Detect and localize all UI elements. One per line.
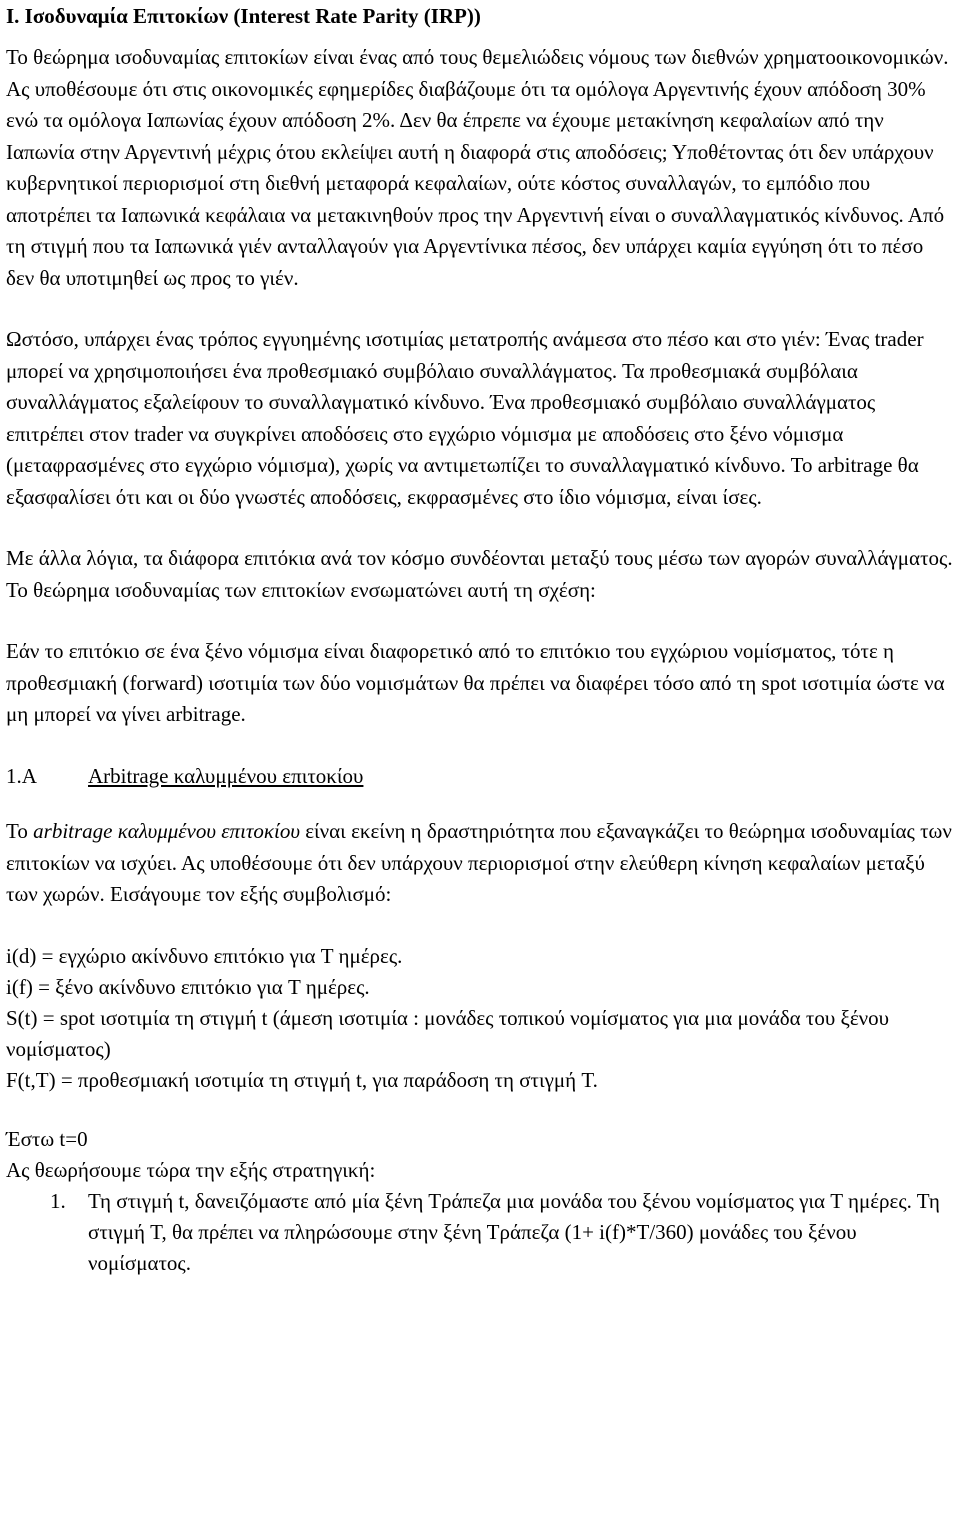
p5-italic-term: arbitrage καλυμμένου επιτοκίου (33, 819, 300, 843)
document-page (6, 2, 956, 1279)
paragraph-covered-arbitrage (6, 816, 956, 911)
strategy-block (6, 1124, 956, 1279)
notation-id: i(d) = εγχώριο ακίνδυνο επιτόκιο για T ημέρες. (6, 943, 403, 968)
paragraph-irp-statement: Εάν το επιτόκιο σε ένα ξένο νόμισμα είναι διαφορετικό από το επιτόκιο του εγχώριου νομίσματος, τότε η προθεσμιακή (forward) ισοτιμία των δύο νομισμάτων θα πρέπει να διαφέρει τόσο από τη spot ισοτιμία ώστε να μη μπορεί να γίνει arbitrage. (6, 639, 945, 726)
p5-lead: Το (6, 819, 34, 843)
notation-st: S(t) = spot ισοτιμία τη στιγμή t (άμεση ισοτιμία : μονάδες τοπικού νομίσματος για μια μονάδα του ξένου νομίσματος) (6, 1005, 890, 1061)
notation-if: i(f) = ξένο ακίνδυνο επιτόκιο για T ημέρες. (6, 974, 370, 999)
list-item (50, 1186, 956, 1279)
list-item-number: 1. (50, 1188, 66, 1213)
list-item-text: Τη στιγμή t, δανειζόμαστε από μία ξένη Τράπεζα μια μονάδα του ξένου νομίσματος για T ημέρες. Τη στιγμή T, θα πρέπει να πληρώσουμε στην ξένη Τράπεζα (1+ i(f)*T/360) μονάδες του ξένου νομίσματος. (88, 1188, 940, 1275)
strategy-intro: Ας θεωρήσουμε τώρα την εξής στρατηγική: (6, 1157, 376, 1182)
section-number: 1.A (6, 763, 37, 788)
notation-block (6, 941, 956, 1096)
section-heading (6, 761, 956, 793)
paragraph-forward-contract: Ωστόσο, υπάρχει ένας τρόπος εγγυημένης ισοτιμίας μετατροπής ανάμεσα στο πέσο και στο γιέν: Ένας trader μπορεί να χρησιμοποιήσει ένα προθεσμιακό συμβόλαιο συναλλάγματος. Τα προθεσμιακά συμβόλαια συναλλάγματος εξαλείφουν το συναλλαγματικό κίνδυνο. Ένα προθεσμιακό συμβόλαιο συναλλάγματος επιτρέπει στον trader να συγκρίνει αποδόσεις στο εγχώριο νόμισμα με αποδόσεις στο ξένο νόμισμα (μεταφρασμένες στο εγχώριο νόμισμα), χωρίς να αντιμετωπίζει το συναλλαγματικό κίνδυνο. Το arbitrage θα εξασφαλίσει ότι και οι δύο γνωστές αποδόσεις, εκφρασμένες στο ίδιο νόμισμα, είναι ίσες. (6, 327, 924, 509)
document-title: I. Ισοδυναμία Επιτοκίων (Interest Rate Parity (IRP)) (6, 4, 481, 28)
notation-ft: F(t,T) = προθεσμιακή ισοτιμία τη στιγμή t, για παράδοση τη στιγμή T. (6, 1067, 598, 1092)
paragraph-intro: Το θεώρημα ισοδυναμίας επιτοκίων είναι ένας από τους θεμελιώδεις νόμους των διεθνών χρηματοοικονομικών. Ας υποθέσουμε ότι στις οικονομικές εφημερίδες διαβάζουμε ότι τα ομόλογα Αργεντινής έχουν απόδοση 30% ενώ τα ομόλογα Ιαπωνίας έχουν απόδοση 2%. Δεν θα έπρεπε να έχουμε μετακίνηση κεφαλαίων από την Ιαπωνία στην Αργεντινή μέχρις ότου εκλείψει αυτή η διαφορά στις αποδόσεις; Υποθέτοντας ότι δεν υπάρχουν κυβερνητικοί περιορισμοί στη διεθνή μεταφορά κεφαλαίων, ούτε κόστος συναλλαγών, το εμπόδιο που αποτρέπει τα Ιαπωνικά κεφάλαια να μετακινηθούν προς την Αργεντινή είναι ο συναλλαγματικός κίνδυνος. Από τη στιγμή που τα Ιαπωνικά γιέν ανταλλαγούν για Αργεντίνικα πέσος, δεν υπάρχει καμία εγγύηση ότι το πέσο δεν θα υποτιμηθεί ως προς το γιέν. (6, 45, 949, 290)
strategy-let: Έστω t=0 (6, 1126, 88, 1151)
section-title: Arbitrage καλυμμένου επιτοκίου (88, 763, 364, 788)
p5-rest: είναι εκείνη η δραστηριότητα που εξαναγκάζει το θεώρημα ισοδυναμίας των επιτοκίων να ισχύει. Ας υποθέσουμε ότι δεν υπάρχουν περιορισμοί στην ελεύθερη κίνηση κεφαλαίων μεταξύ των χωρών. Εισάγουμε τον εξής συμβολισμό: (6, 819, 952, 906)
paragraph-linkage: Με άλλα λόγια, τα διάφορα επιτόκια ανά τον κόσμο συνδέονται μεταξύ τους μέσω των αγορών συναλλάγματος. Το θεώρημα ισοδυναμίας των επιτοκίων ενσωματώνει αυτή τη σχέση: (6, 546, 953, 602)
